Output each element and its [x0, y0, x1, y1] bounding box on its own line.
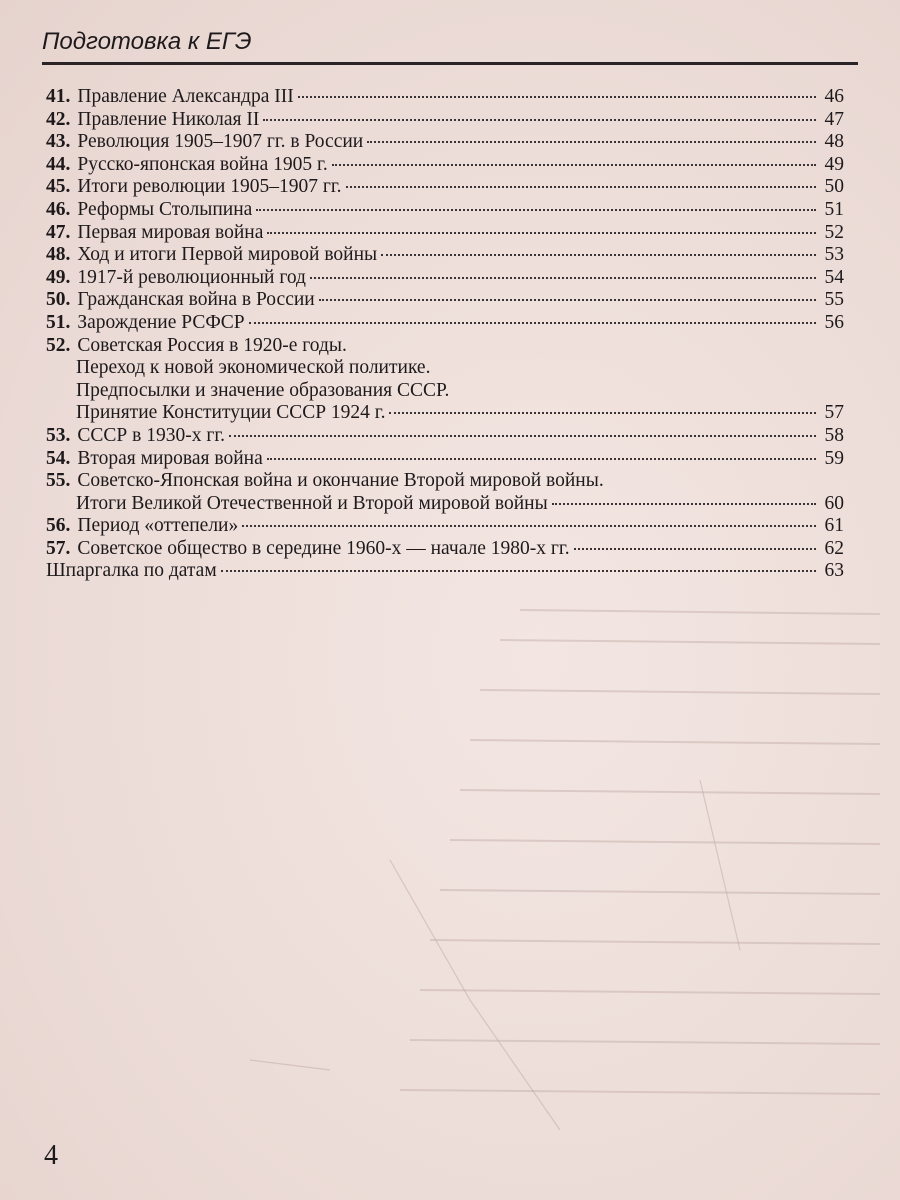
toc-line	[46, 222, 844, 245]
toc-entry-title: Принятие Конституции СССР 1924 г.	[76, 402, 386, 424]
toc-line	[46, 357, 844, 380]
dot-leader	[221, 570, 816, 572]
toc-line	[46, 448, 844, 471]
toc-entry-title: Вторая мировая война	[77, 447, 263, 469]
toc-page-number: 46	[824, 86, 844, 107]
toc-page-number: 55	[824, 289, 844, 311]
toc-entry	[46, 109, 844, 132]
dot-leader	[332, 164, 816, 166]
dot-leader	[346, 186, 816, 188]
dot-leader	[256, 209, 816, 211]
dot-leader	[298, 96, 816, 98]
toc-line	[46, 380, 844, 403]
toc-page-number: 52	[824, 221, 844, 243]
toc-line	[46, 402, 844, 425]
toc-entry	[46, 176, 844, 199]
toc-entry-title: Гражданская война в России	[77, 289, 315, 311]
dot-leader	[310, 277, 816, 279]
toc-entry	[46, 538, 844, 561]
dot-leader	[267, 232, 816, 234]
toc-entry-number: 54.	[46, 447, 71, 469]
toc-page-number: 61	[824, 515, 844, 537]
dot-leader	[249, 322, 816, 324]
toc-entry-title: Переход к новой экономической политике.	[76, 357, 431, 379]
dot-leader	[367, 141, 816, 143]
dot-leader	[229, 435, 816, 437]
toc-line	[46, 109, 844, 132]
toc-entry-title: Русско-японская война 1905 г.	[77, 153, 328, 175]
toc-page-number: 57	[824, 402, 844, 424]
dot-leader	[389, 412, 816, 414]
toc-entry-number: 47.	[46, 221, 71, 243]
toc-line	[46, 335, 844, 358]
toc-entry	[46, 267, 844, 290]
toc-entry	[46, 199, 844, 222]
toc-entry-number: 48.	[46, 244, 71, 266]
toc-page-number: 49	[824, 153, 844, 175]
toc-entry-number: 53.	[46, 424, 71, 446]
toc-entry	[46, 289, 844, 312]
toc-line	[46, 470, 844, 493]
toc-entry-title: Ход и итоги Первой мировой войны	[77, 244, 378, 266]
toc-entry-title: Правление Александра III	[77, 86, 294, 107]
toc-entry	[46, 470, 844, 515]
toc-entry-title: СССР в 1930-х гг.	[77, 424, 225, 446]
toc-entry-title: Первая мировая война	[77, 221, 264, 243]
header-title: Подготовка к ЕГЭ	[42, 28, 858, 65]
toc-entry	[46, 448, 844, 471]
toc-entry	[46, 335, 844, 425]
toc-entry-title: Итоги революции 1905–1907 гг.	[77, 176, 342, 198]
toc-entry-number: 49.	[46, 266, 71, 288]
toc-entry-number: 57.	[46, 537, 71, 559]
toc-entry	[46, 154, 844, 177]
toc-entry	[46, 515, 844, 538]
toc-line	[46, 86, 844, 109]
toc-page-number: 58	[824, 424, 844, 446]
toc-entry-number: 52.	[46, 334, 71, 356]
toc-line	[46, 176, 844, 199]
toc-page-number: 48	[824, 131, 844, 153]
dot-leader	[574, 548, 816, 550]
toc-entry-number: 46.	[46, 198, 71, 220]
toc-entry-title: Период «оттепели»	[77, 515, 239, 537]
toc-entry-title: Революция 1905–1907 гг. в России	[77, 131, 364, 153]
toc-line	[46, 154, 844, 177]
dot-leader	[381, 254, 816, 256]
toc-entry-title: Советская Россия в 1920-е годы.	[77, 334, 347, 356]
toc-entry	[46, 86, 844, 109]
toc-page-number: 54	[824, 266, 844, 288]
toc-entry-number: 44.	[46, 153, 71, 175]
toc-page-number: 60	[824, 492, 844, 514]
running-header	[42, 28, 858, 65]
toc-page-number: 53	[824, 244, 844, 266]
toc-line	[46, 131, 844, 154]
toc-page-number: 56	[824, 311, 844, 333]
toc-entry-title: 1917-й революционный год	[77, 266, 306, 288]
toc-entry	[46, 131, 844, 154]
toc-line	[46, 289, 844, 312]
toc-page-number: 47	[824, 108, 844, 130]
toc-page-number: 50	[824, 176, 844, 198]
toc-entry-number: 51.	[46, 311, 71, 333]
toc-entry-number: 50.	[46, 289, 71, 311]
toc-line	[46, 267, 844, 290]
dot-leader	[263, 119, 816, 121]
toc-entry-title: Зарождение РСФСР	[77, 311, 245, 333]
toc-line	[46, 199, 844, 222]
toc-entry	[46, 560, 844, 583]
toc-entry-number: 42.	[46, 108, 71, 130]
toc-page-number: 63	[824, 560, 844, 582]
toc-entry	[46, 244, 844, 267]
toc-line	[46, 538, 844, 561]
toc-entry-title: Советское общество в середине 1960-х — начале 1980-х гг.	[77, 537, 570, 559]
toc-entry-number: 41.	[46, 86, 71, 107]
toc-line	[46, 493, 844, 516]
page-number: 4	[44, 1140, 58, 1171]
toc-line	[46, 312, 844, 335]
toc-line	[46, 244, 844, 267]
toc-entry-title: Шпаргалка по датам	[46, 560, 217, 582]
toc-entry	[46, 222, 844, 245]
toc-entry-title: Предпосылки и значение образования СССР.	[76, 379, 450, 401]
toc-line	[46, 515, 844, 538]
dot-leader	[267, 458, 816, 460]
toc-entry-number: 45.	[46, 176, 71, 198]
toc-entry-number: 56.	[46, 515, 71, 537]
toc-entry-title: Советско-Японская война и окончание Второй мировой войны.	[77, 470, 604, 492]
toc-entry-title: Правление Николая II	[77, 108, 260, 130]
toc-page-number: 51	[824, 198, 844, 220]
toc-entry-title: Итоги Великой Отечественной и Второй мировой войны	[76, 492, 548, 514]
toc-line	[46, 560, 844, 583]
table-of-contents	[46, 86, 844, 583]
dot-leader	[319, 299, 816, 301]
toc-page-number: 59	[824, 447, 844, 469]
toc-entry-number: 55.	[46, 470, 71, 492]
dot-leader	[242, 525, 816, 527]
dot-leader	[552, 503, 816, 505]
toc-entry-title: Реформы Столыпина	[77, 198, 253, 220]
toc-entry	[46, 425, 844, 448]
toc-page-number: 62	[824, 537, 844, 559]
toc-entry	[46, 312, 844, 335]
toc-line	[46, 425, 844, 448]
toc-entry-number: 43.	[46, 131, 71, 153]
